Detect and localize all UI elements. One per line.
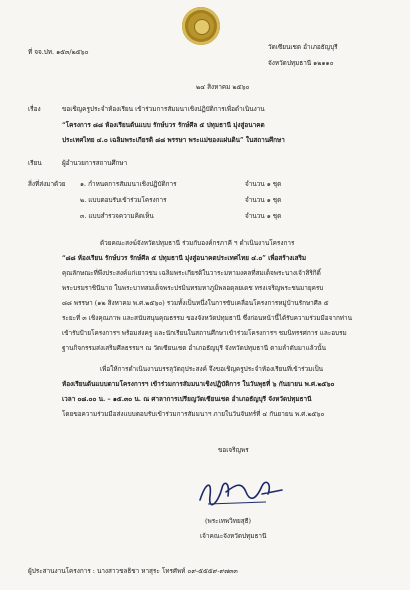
subject-line-3: ประเทศไทย ๔.๐ เฉลิมพระเกียรติ ๘๘ พรรษา พระแม่ของแผ่นดิน” ในสถานศึกษา [62, 136, 285, 144]
body-line: โดยขอความร่วมมือส่งแบบตอบรับเข้าร่วมการสัมมนาฯ ภายในวันจันทร์ที่ ๔ กันยายน พ.ศ.๒๕๖๐ [62, 410, 325, 418]
body-line: ๘๘ พรรษา (๑๒ สิงหาคม พ.ศ.๒๕๖๐) รวมทั้งเป็นหนึ่งในการขับเคลื่อนโครงการหมู่บ้านรักษาศีล ๕ [62, 299, 329, 307]
body-line: เพื่อให้การดำเนินงานบรรลุวัตถุประสงค์ จึงขอเชิญครูประจำห้องเรียนที่เข้าร่วมเป็น [100, 365, 323, 373]
body-line: ห้องเรียนต้นแบบตามโครงการฯ เข้าร่วมการสัมมนาเชิงปฏิบัติการ ในวันพุธที่ ๖ กันยายน พ.ศ.๒๕๖๐ [62, 380, 335, 388]
attachment-qty: จำนวน ๑ ชุด [245, 196, 282, 204]
body-line: เวลา ๐๘.๐๐ น. – ๑๕.๓๐ น. ณ ศาลาการเปรียญวัดเซียนเชต อำเภอธัญบุรี จังหวัดปทุมธานี [62, 395, 312, 403]
closing-regards: ขอเจริญพร [218, 446, 249, 454]
coordinator-contact: ผู้ประสานงานโครงการ : นางสาวชลธิชา หาสุระ โทรศัพท์ ๐๙-๕๕๕๙-๙๗๓๓ [28, 567, 238, 575]
document-number: ที่ จจ.ปท. ๑๕๓/๒๕๖๐ [28, 48, 89, 56]
attachment-qty: จำนวน ๑ ชุด [245, 180, 282, 188]
document-date: ๒๔ สิงหาคม ๒๕๖๐ [196, 83, 250, 91]
body-line: ระยะที่ ๓ เชิงคุณภาพ และสนับสนุนคุณธรรม ของจังหวัดปทุมธานี ซึ่งก่อนหน้านี้ได้รับความร่วมมือจากท่าน [62, 314, 352, 322]
subject-label: เรื่อง [28, 105, 41, 113]
attachment-qty: จำนวน ๑ ชุด [245, 212, 282, 220]
body-line: คุณลักษณะที่พึงประสงค์แก่เยาวชน เฉลิมพระเกียรติในวาระมหามงคลที่สมเด็จพระนางเจ้าสิริกิติ์ [62, 269, 321, 277]
signature-icon [196, 474, 286, 510]
address-line-1: วัดเซียนเชต อำเภอธัญบุรี [268, 43, 338, 51]
organization-seal-icon [182, 7, 220, 45]
signer-name: (พระเทพวิทยสุธี) [205, 517, 252, 525]
recipient-label: เรียน [28, 159, 42, 167]
body-line: พระบรมราชินีนาถ ในพระบาทสมเด็จพระปรมินทรมหาภูมิพลอดุลยเดช ทรงเจริญพระชนมายุครบ [62, 284, 324, 292]
body-line: “๘๘ ห้องเรียน รักษ์บวร รักษ์ศีล ๕ ปทุมธานี มุ่งสู่อนาคตประเทศไทย ๔.๐” เพื่อสร้างเสริม [62, 254, 307, 262]
attachment-item: ๓. แบบสำรวจความคิดเห็น [80, 212, 154, 220]
body-line: ด้วยคณะสงฆ์จังหวัดปทุมธานี ร่วมกับองค์กรภาคี ฯ ดำเนินงานโครงการ [100, 239, 295, 247]
attachment-item: ๒. แบบตอบรับเข้าร่วมโครงการ [80, 196, 167, 204]
address-line-2: จังหวัดปทุมธานี ๑๒๑๑๐ [268, 59, 334, 67]
attachment-item: ๑. กำหนดการสัมมนาเชิงปฏิบัติการ [80, 180, 177, 188]
subject-line-2: “โครงการ ๘๘ ห้องเรียนต้นแบบ รักษ์บวร รักษ์ศีล ๕ ปทุมธานี มุ่งสู่อนาคต [62, 121, 265, 129]
recipient-value: ผู้อำนวยการสถานศึกษา [62, 159, 128, 167]
body-line: เข้ารับป้ายโครงการฯ พร้อมส่งครู และนักเรียนในสถานศึกษาเข้าร่วมโครงการฯ ชมนิทรรศการ และอบรม [62, 329, 347, 337]
signer-title: เจ้าคณะจังหวัดปทุมธานี [200, 532, 267, 540]
attachments-label: สิ่งที่ส่งมาด้วย [28, 180, 66, 188]
subject-line-1: ขอเชิญครูประจำห้องเรียน เข้าร่วมการสัมมนาเชิงปฏิบัติการเพื่อดำเนินงาน [62, 105, 265, 113]
body-line: ฐานกิจกรรมส่งเสริมศีลธรรมฯ ณ วัดเซียนเชต อำเภอธัญบุรี จังหวัดปทุมธานี ตามลำดับมาแล้วนั้น [62, 344, 326, 352]
